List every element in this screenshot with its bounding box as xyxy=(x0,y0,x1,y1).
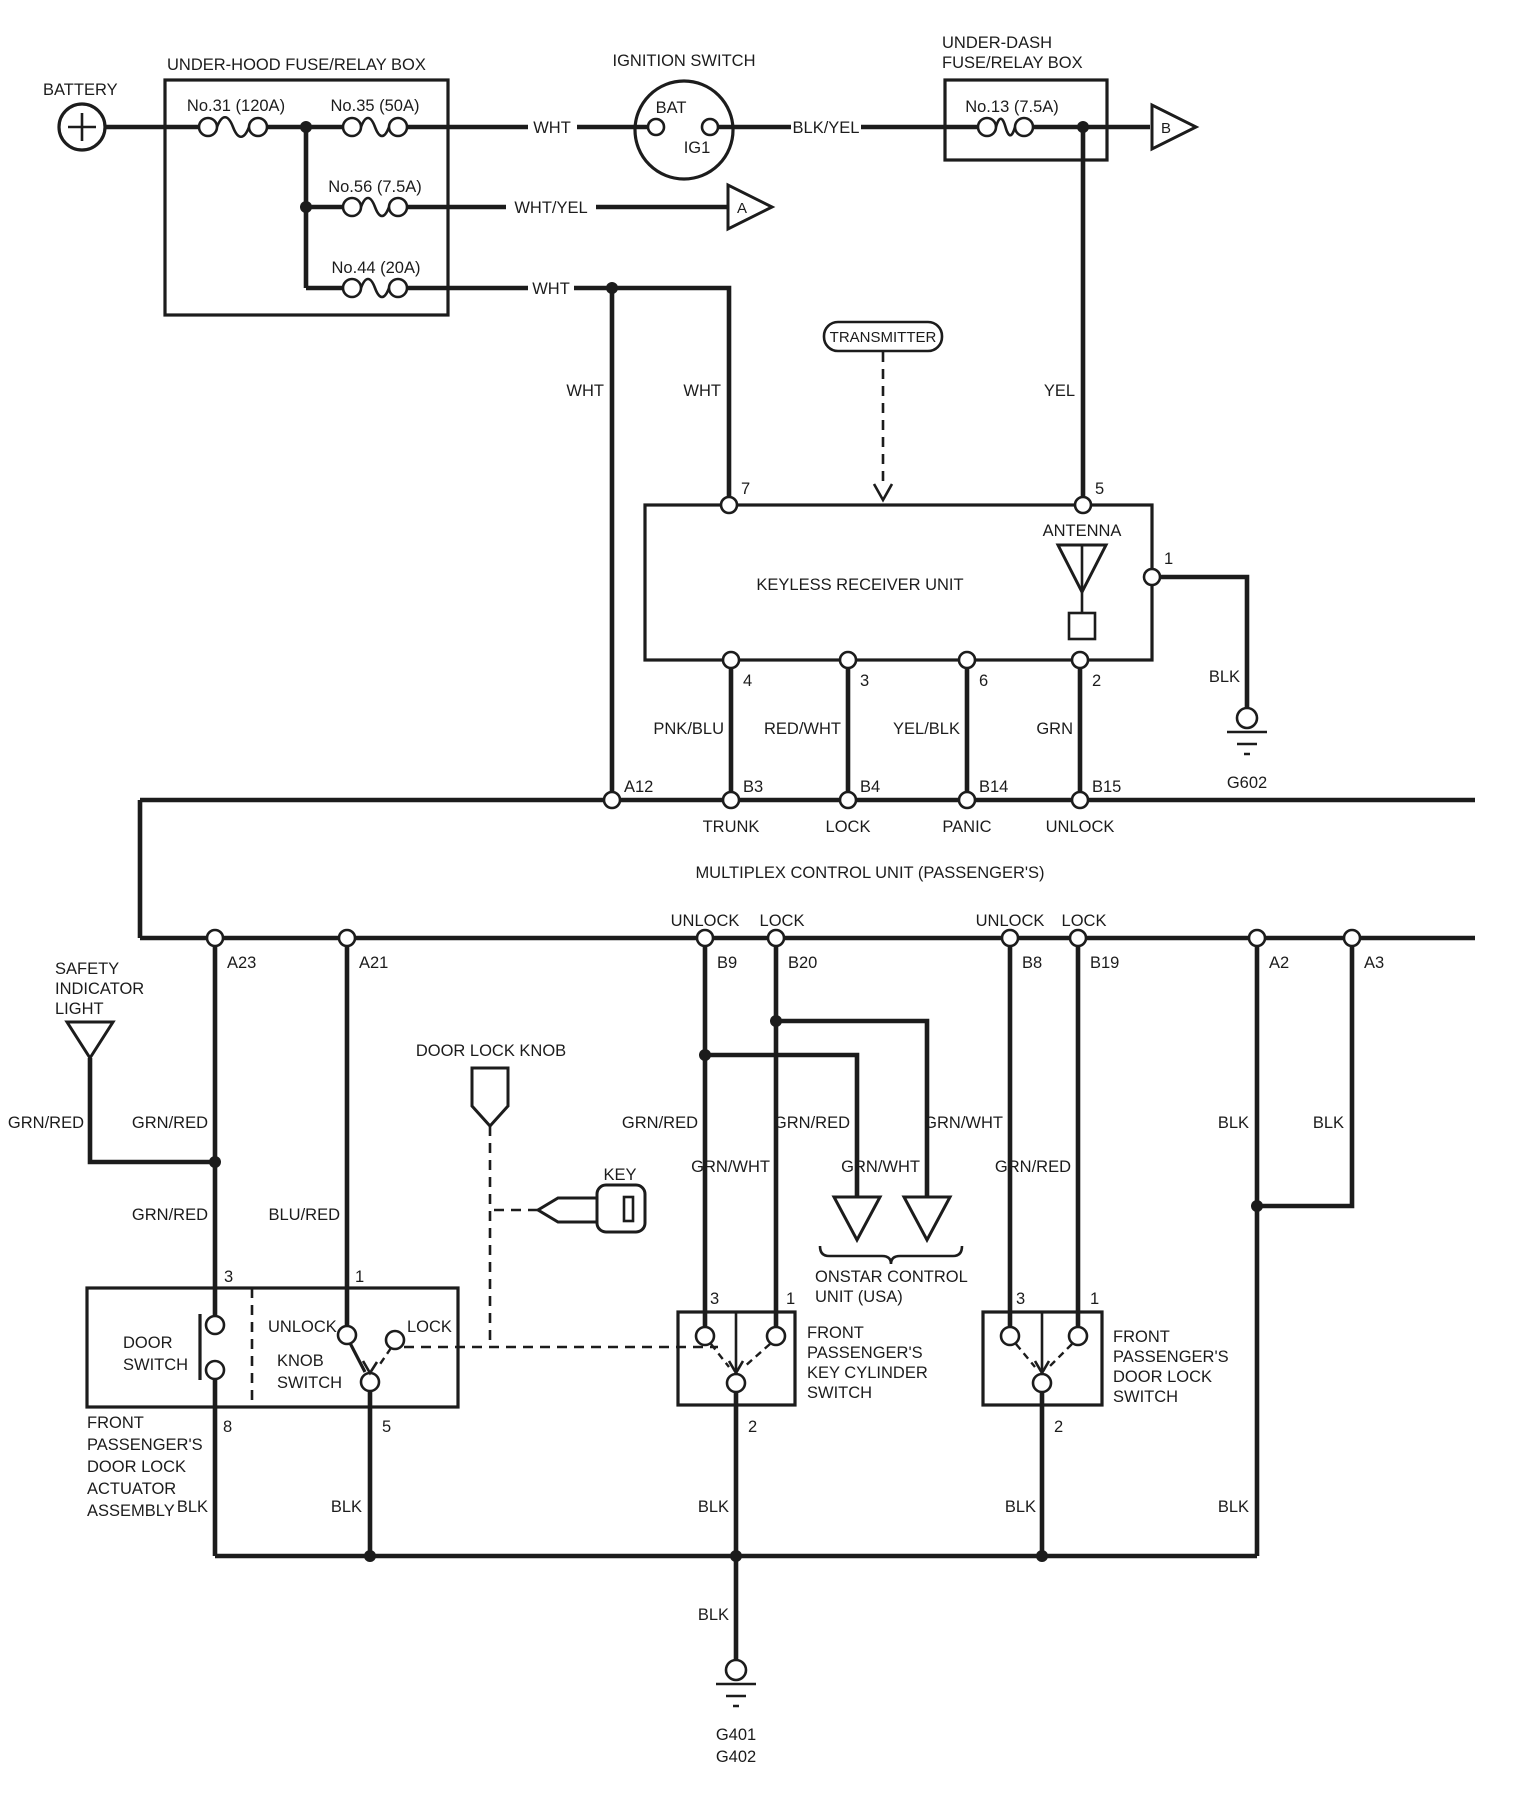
under-hood-title: UNDER-HOOD FUSE/RELAY BOX xyxy=(167,56,426,74)
wire-color-label: GRN/RED xyxy=(621,1114,698,1132)
wire-color-label: GRN/WHT xyxy=(924,1114,1003,1132)
pin-a2-label: A2 xyxy=(1269,954,1290,972)
key-cylinder-switch-label: SWITCH xyxy=(807,1384,873,1402)
door-lock-knob-icon xyxy=(472,1068,508,1126)
pin-2-label: 2 xyxy=(1092,672,1102,690)
knob-switch-arm-dashed xyxy=(378,1348,391,1367)
ignition-ig1-label: IG1 xyxy=(683,139,711,157)
pin-3-label: 3 xyxy=(1016,1290,1026,1308)
arrow-down-icon xyxy=(874,484,892,500)
pin-a12 xyxy=(604,792,620,808)
pin-b15-label: B15 xyxy=(1092,778,1122,796)
door-lock-switch-label: FRONT xyxy=(1113,1328,1170,1346)
onstar-connector-icon xyxy=(834,1197,880,1240)
door-switch-contact xyxy=(206,1361,224,1379)
key-label: KEY xyxy=(603,1166,637,1184)
fuse-13-terminal xyxy=(1015,118,1033,136)
junction-dot xyxy=(364,1550,376,1562)
pin-b14-label: B14 xyxy=(979,778,1009,796)
door-switch-label: DOOR xyxy=(123,1334,173,1352)
wire-color-label: GRN/RED xyxy=(773,1114,850,1132)
junction-dot xyxy=(209,1156,221,1168)
pin-4 xyxy=(723,652,739,668)
switch-arm-dashed xyxy=(744,1344,770,1367)
antenna-label: ANTENNA xyxy=(1042,522,1122,540)
brace-icon xyxy=(820,1246,962,1264)
onstar-label: ONSTAR CONTROL xyxy=(815,1268,968,1286)
fuse-56-terminal xyxy=(389,198,407,216)
antenna-base-icon xyxy=(1069,613,1095,639)
knob-lock-contact xyxy=(386,1331,404,1349)
pin-3-label: 3 xyxy=(224,1268,234,1286)
safety-light-label: INDICATOR xyxy=(55,980,145,998)
pin-1-label: 1 xyxy=(355,1268,365,1286)
pin-2 xyxy=(1072,652,1088,668)
pin-a3-label: A3 xyxy=(1364,954,1385,972)
fuse-56-label: No.56 (7.5A) xyxy=(328,178,422,196)
fuse-35-label: No.35 (50A) xyxy=(330,97,420,115)
wire-color-label: BLK xyxy=(697,1606,729,1624)
actuator-assembly-label: PASSENGER'S xyxy=(87,1436,203,1454)
pin-1-label: 1 xyxy=(786,1290,796,1308)
pin-7 xyxy=(721,497,737,513)
pin-8-label: 8 xyxy=(223,1418,233,1436)
function-panic-label: PANIC xyxy=(942,818,992,836)
pin-4-label: 4 xyxy=(743,672,753,690)
pin-5-label: 5 xyxy=(1095,480,1105,498)
fuse-56-element-icon xyxy=(361,198,389,216)
wire-color-label: YEL/BLK xyxy=(893,720,960,738)
function-lock-label: LOCK xyxy=(759,912,805,930)
fuse-44-label: No.44 (20A) xyxy=(331,259,421,277)
wire-color-label: RED/WHT xyxy=(764,720,841,738)
wire-color-label: BLK/YEL xyxy=(792,119,860,137)
multiplex-title: MULTIPLEX CONTROL UNIT (PASSENGER'S) xyxy=(695,864,1045,882)
pin-a21-label: A21 xyxy=(359,954,389,972)
door-lock-knob xyxy=(404,1042,718,1347)
safety-light-label: LIGHT xyxy=(55,1000,104,1018)
door-lock-knob-label: DOOR LOCK KNOB xyxy=(415,1042,567,1060)
fuse-31-terminal xyxy=(249,118,267,136)
pin-a23-label: A23 xyxy=(227,954,257,972)
switch-contact xyxy=(1069,1327,1087,1345)
wire-color-label: GRN/WHT xyxy=(691,1158,770,1176)
ground-g602-label: G602 xyxy=(1226,774,1268,792)
keyless-receiver-title: KEYLESS RECEIVER UNIT xyxy=(756,576,964,594)
wire-color-label: WHT xyxy=(532,280,570,298)
pin-7-label: 7 xyxy=(741,480,751,498)
door-switch-label: SWITCH xyxy=(123,1356,189,1374)
ignition-bat-label: BAT xyxy=(655,99,687,117)
switch-contact xyxy=(1001,1327,1019,1345)
wire-color-label: BLK xyxy=(330,1498,362,1516)
fuse-13-element-icon xyxy=(996,119,1015,136)
ground-g401-g402 xyxy=(716,1660,756,1766)
pin-3-label: 3 xyxy=(710,1290,720,1308)
connector-b-label: B xyxy=(1161,120,1172,137)
knob-unlock-contact xyxy=(338,1326,356,1344)
ground-bars-icon xyxy=(1227,732,1267,754)
pin-5-label: 5 xyxy=(382,1418,392,1436)
ignition-switch xyxy=(613,52,756,179)
actuator-assembly-label: ACTUATOR xyxy=(87,1480,177,1498)
connector-a-label: A xyxy=(737,200,748,217)
pin-a3 xyxy=(1344,930,1360,946)
wire-color-label: YEL xyxy=(1043,382,1075,400)
wire-color-label: BLK xyxy=(1004,1498,1036,1516)
door-lock-switch-label: PASSENGER'S xyxy=(1113,1348,1229,1366)
wire-color-label: GRN/RED xyxy=(994,1158,1071,1176)
pin-b20-label: B20 xyxy=(788,954,818,972)
pin-6 xyxy=(959,652,975,668)
under-dash-title: UNDER-DASH xyxy=(942,34,1053,52)
function-unlock-label: UNLOCK xyxy=(670,912,740,930)
wire-color-label: BLK xyxy=(697,1498,729,1516)
junction-dot xyxy=(1036,1550,1048,1562)
switch-arm-dashed xyxy=(1016,1344,1035,1367)
pin-6-label: 6 xyxy=(979,672,989,690)
fuse-31-label: No.31 (120A) xyxy=(186,97,286,115)
pin-1-label: 1 xyxy=(1164,550,1174,568)
ground-g401-label: G401 xyxy=(715,1726,757,1744)
switch-common-contact xyxy=(727,1374,745,1392)
key-blade-icon xyxy=(538,1198,597,1222)
function-unlock-label: UNLOCK xyxy=(1045,818,1115,836)
pin-b4 xyxy=(840,792,856,808)
switch-common-contact xyxy=(1033,1374,1051,1392)
wire-color-label: WHT xyxy=(533,119,571,137)
function-trunk-label: TRUNK xyxy=(702,818,760,836)
battery-plus-icon xyxy=(68,113,96,141)
a2-a3-ground-wires xyxy=(1218,946,1352,1556)
ground-icon xyxy=(1237,708,1257,728)
fuse-35-element-icon xyxy=(361,118,389,136)
key-icon xyxy=(597,1185,645,1232)
ground-icon xyxy=(726,1660,746,1680)
pin-a12-label: A12 xyxy=(624,778,654,796)
pin-3-label: 3 xyxy=(860,672,870,690)
wire-color-label: WHT xyxy=(566,382,604,400)
pin-b3 xyxy=(723,792,739,808)
pin-b19 xyxy=(1070,930,1086,946)
battery-label: BATTERY xyxy=(43,81,118,99)
ignition-ig1-terminal xyxy=(702,119,718,135)
pin-b19-label: B19 xyxy=(1090,954,1120,972)
pin-5 xyxy=(1075,497,1091,513)
wire-color-label: BLK xyxy=(176,1498,208,1516)
safety-light-label: SAFETY xyxy=(55,960,120,978)
connector-b-icon xyxy=(1152,105,1196,149)
keyless-receiver-unit xyxy=(645,480,1267,792)
wire-color-label: PNK/BLU xyxy=(653,720,724,738)
wire-color-label: BLK xyxy=(1217,1114,1249,1132)
battery xyxy=(43,81,199,150)
actuator-feed-wires xyxy=(132,946,364,1326)
fuse-13-terminal xyxy=(978,118,996,136)
ignition-title: IGNITION SWITCH xyxy=(612,52,756,70)
pin-b20 xyxy=(768,930,784,946)
pin-a23 xyxy=(207,930,223,946)
door-lock-actuator-assembly xyxy=(87,1288,458,1556)
switch-arm-dashed xyxy=(711,1344,729,1367)
transmitter-label: TRANSMITTER xyxy=(829,329,937,346)
connector-a-branch xyxy=(407,185,772,229)
wht-feed-wires xyxy=(407,280,729,792)
wire-blk xyxy=(1161,577,1247,708)
knob-switch-label: KNOB xyxy=(277,1352,324,1370)
fuse-31-element-icon xyxy=(217,117,249,137)
function-lock-label: LOCK xyxy=(1061,912,1107,930)
actuator-assembly-label: DOOR LOCK xyxy=(87,1458,187,1476)
door-lock-switch-label: SWITCH xyxy=(1113,1388,1179,1406)
under-dash-fuse-box xyxy=(942,34,1196,497)
onstar-label: UNIT (USA) xyxy=(815,1288,903,1306)
key-cylinder-switch xyxy=(678,1290,928,1556)
transmitter xyxy=(824,322,942,500)
knob-common-contact xyxy=(361,1373,379,1391)
ground-bus xyxy=(215,1550,1257,1766)
fuse-35-terminal xyxy=(389,118,407,136)
pin-2-label: 2 xyxy=(748,1418,758,1436)
switch-contact xyxy=(696,1327,714,1345)
key xyxy=(492,1166,645,1232)
function-lock-label: LOCK xyxy=(825,818,871,836)
wire-color-label: GRN/RED xyxy=(131,1206,208,1224)
knob-lock-label: LOCK xyxy=(407,1318,452,1336)
pin-b15 xyxy=(1072,792,1088,808)
ground-g602 xyxy=(1227,708,1267,792)
pin-b8-label: B8 xyxy=(1022,954,1043,972)
knob-switch-arm xyxy=(350,1343,365,1372)
pin-a2 xyxy=(1249,930,1265,946)
wire-color-label: BLK xyxy=(1312,1114,1344,1132)
fuse-44-element-icon xyxy=(361,279,389,297)
wire-color-label: GRN/WHT xyxy=(841,1158,920,1176)
connector-a-icon xyxy=(728,185,772,229)
switch-contact xyxy=(767,1327,785,1345)
pin-b3-label: B3 xyxy=(743,778,764,796)
onstar-control-unit xyxy=(815,1197,968,1306)
pin-a21 xyxy=(339,930,355,946)
function-unlock-label: UNLOCK xyxy=(975,912,1045,930)
wire-color-label: GRN/RED xyxy=(131,1114,208,1132)
pin-b14 xyxy=(959,792,975,808)
ground-g402-label: G402 xyxy=(715,1748,757,1766)
knob-switch-label: SWITCH xyxy=(277,1374,343,1392)
fuse-56-terminal xyxy=(343,198,361,216)
key-cylinder-switch-label: KEY CYLINDER xyxy=(807,1364,928,1382)
switch-arm-dashed xyxy=(1049,1344,1072,1367)
under-hood-fuse-box xyxy=(165,56,448,315)
fuse-13-label: No.13 (7.5A) xyxy=(965,98,1059,116)
pin-b8 xyxy=(1002,930,1018,946)
fuse-31-terminal xyxy=(199,118,217,136)
under-dash-title: FUSE/RELAY BOX xyxy=(942,54,1083,72)
wire-blk xyxy=(1257,946,1352,1206)
wire-color-label: WHT xyxy=(683,382,721,400)
fuse-44-terminal xyxy=(389,279,407,297)
wire-color-label: BLU/RED xyxy=(268,1206,340,1224)
fuse-35-terminal xyxy=(343,118,361,136)
door-switch-contact xyxy=(206,1316,224,1334)
door-lock-switch xyxy=(983,1290,1229,1556)
pin-1-label: 1 xyxy=(1090,1290,1100,1308)
onstar-connector-icon xyxy=(904,1197,950,1240)
pin-b4-label: B4 xyxy=(860,778,881,796)
pin-b9 xyxy=(697,930,713,946)
ignition-bat-terminal xyxy=(648,119,664,135)
junction-dot xyxy=(1251,1200,1263,1212)
pin-2-label: 2 xyxy=(1054,1418,1064,1436)
ignition-feed-wires xyxy=(407,119,978,137)
wire-color-label: GRN/RED xyxy=(7,1114,84,1132)
wire-color-label: WHT/YEL xyxy=(514,199,588,217)
ground-bars-icon xyxy=(716,1684,756,1706)
wire-color-label: BLK xyxy=(1208,668,1240,686)
key-cylinder-switch-label: PASSENGER'S xyxy=(807,1344,923,1362)
indicator-light-icon xyxy=(67,1022,113,1058)
actuator-assembly-label: FRONT xyxy=(87,1414,144,1432)
pin-3 xyxy=(840,652,856,668)
wire-grn-red xyxy=(90,1058,215,1162)
door-lock-switch-label: DOOR LOCK xyxy=(1113,1368,1213,1386)
wire-color-label: GRN xyxy=(1036,720,1073,738)
pin-b9-label: B9 xyxy=(717,954,738,972)
fuse-44-terminal xyxy=(343,279,361,297)
knob-unlock-label: UNLOCK xyxy=(268,1318,337,1336)
wire-color-label: BLK xyxy=(1217,1498,1249,1516)
pin-1 xyxy=(1144,569,1160,585)
multiplex-control-unit xyxy=(140,778,1475,972)
actuator-assembly-label: ASSEMBLY xyxy=(87,1502,175,1520)
key-cylinder-switch-label: FRONT xyxy=(807,1324,864,1342)
